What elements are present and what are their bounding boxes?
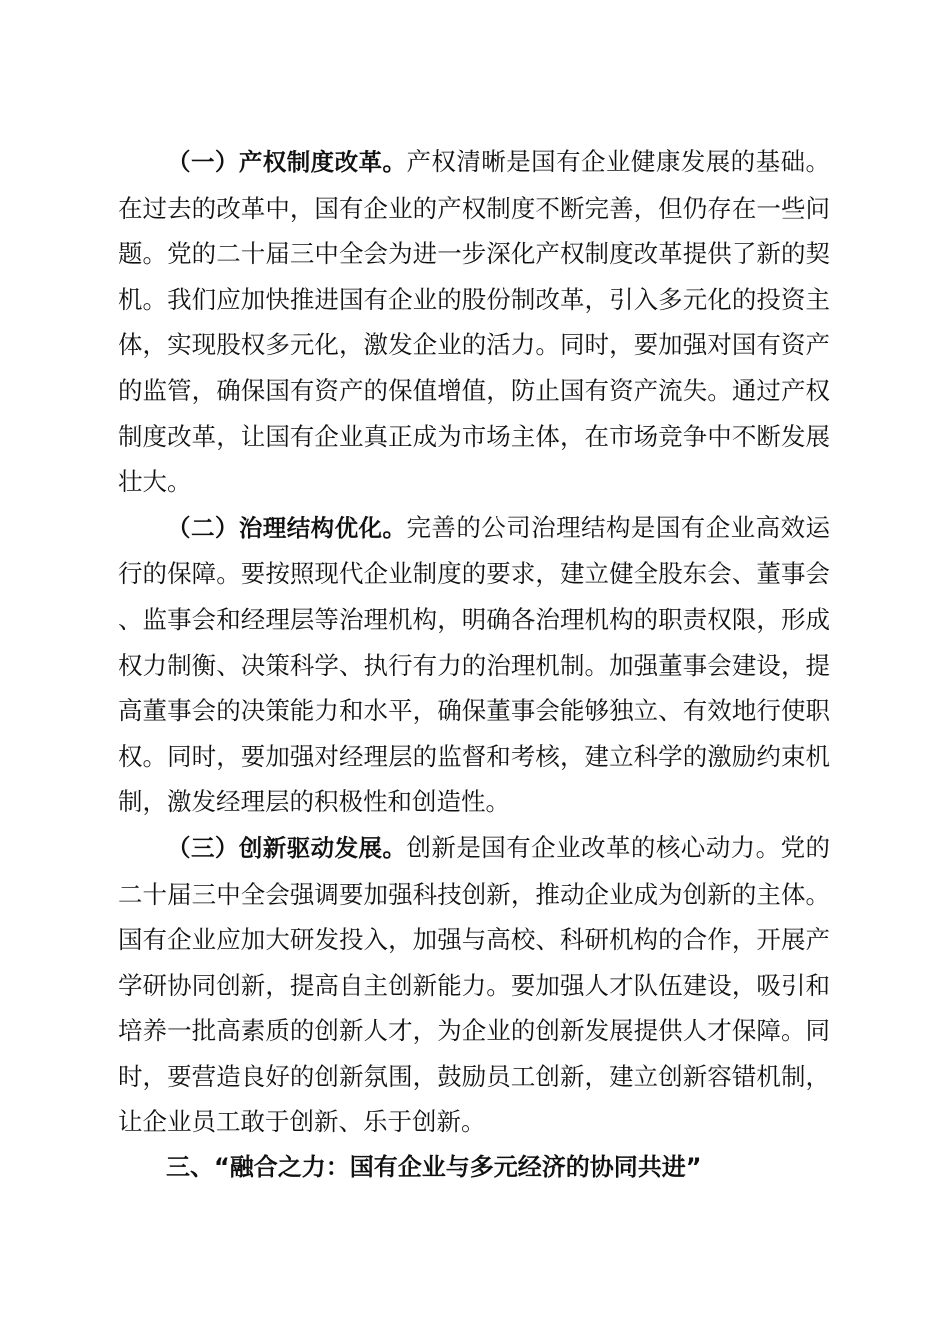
paragraph-heading: （三）创新驱动发展。 bbox=[167, 833, 407, 862]
paragraph-innovation-driven bbox=[118, 825, 830, 1145]
paragraph-text: 完善的公司治理结构是国有企业高效运行的保障。要按照现代企业制度的要求，建立健全股东会、董事会、监事会和经理层等治理机构，明确各治理机构的职责权限，形成权力制衡、决策科学、执行有力的治理机制。加强董事会建设，提高董事会的决策能力和水平，确保董事会能够独立、有效地行使职权。同时，要加强对经理层的监督和考核，建立科学的激励约束机制，激发经理层的积极性和创造性。 bbox=[118, 512, 831, 817]
section-heading: 三、“融合之力：国有企业与多元经济的协同共进” bbox=[166, 1153, 702, 1182]
paragraph-heading: （二）治理结构优化。 bbox=[167, 513, 407, 542]
paragraph-heading: （一）产权制度改革。 bbox=[167, 148, 407, 176]
document-body bbox=[118, 139, 830, 1191]
paragraph-governance-structure bbox=[118, 505, 830, 825]
paragraph-text: 产权清晰是国有企业健康发展的基础。在过去的改革中，国有企业的产权制度不断完善，但仍存在一些问题。党的二十届三中全会为进一步深化产权制度改革提供了新的契机。我们应加快推进国有企业的股份制改革，引入多元化的投资主体，实现股权多元化，激发企业的活力。同时，要加强对国有资产的监管，确保国有资产的保值增值，防止国有资产流失。通过产权制度改革，让国有企业真正成为市场主体，在市场竞争中不断发展壮大。 bbox=[118, 147, 831, 497]
paragraph-property-rights-reform bbox=[118, 139, 830, 505]
paragraph-text: 创新是国有企业改革的核心动力。党的二十届三中全会强调要加强科技创新，推动企业成为创新的主体。国有企业应加大研发投入，加强与高校、科研机构的合作，开展产学研协同创新，提高自主创新能力。要加强人才队伍建设，吸引和培养一批高素质的创新人才，为企业的创新发展提供人才保障。同时，要营造良好的创新氛围，鼓励员工创新，建立创新容错机制，让企业员工敢于创新、乐于创新。 bbox=[118, 832, 831, 1137]
